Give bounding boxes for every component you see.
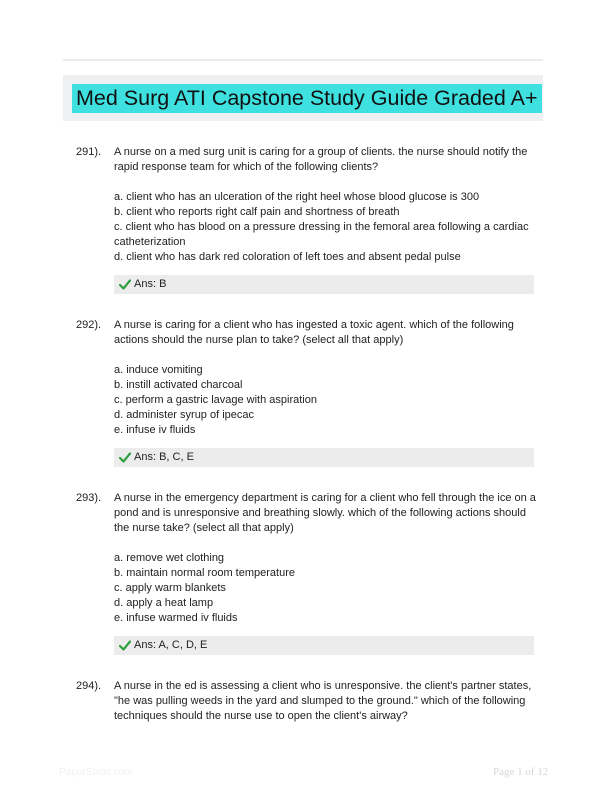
page-number: Page 1 of 12 [493,766,549,778]
option-b: b. maintain normal room temperature [114,567,295,579]
check-icon [119,640,131,651]
question-number: 292). [76,319,102,331]
option-e: e. infuse warmed iv fluids [114,612,238,624]
option-a: a. remove wet clothing [114,552,225,564]
answer-text: Ans: B, C, E [134,451,194,463]
option-d: d. administer syrup of ipecac [114,409,255,421]
question-number: 293). [76,492,102,504]
option-d: d. client who has dark red coloration of left toes and absent pedal pulse [114,251,461,263]
option-c: c. apply warm blankets [114,582,226,594]
title-box [63,75,543,121]
answer-text: Ans: A, C, D, E [134,639,208,651]
question-text: A nurse in the emergency department is caring for a client who fell through the ice on a pond and is unresponsive and breathing slowly. which of the following actions should the nurse take? (select all that apply) [114,492,536,534]
top-rule [63,59,543,61]
question-number: 294). [76,680,102,692]
options-list [114,363,539,438]
options-list [114,551,539,626]
answer-box [114,275,534,294]
options-list [114,190,539,265]
footer-watermark: PaperStatic.com [59,767,133,778]
answer-text: Ans: B [134,278,167,290]
option-a: a. induce vomiting [114,364,203,376]
option-d: d. apply a heat lamp [114,597,214,609]
page-title: Med Surg ATI Capstone Study Guide Graded A+ [72,84,542,113]
answer-box [114,636,534,655]
option-e: e. infuse iv fluids [114,424,196,436]
question-text: A nurse on a med surg unit is caring for a group of clients. the nurse should notify the rapid response team for which of the following clients? [114,146,528,173]
check-icon [119,452,131,463]
option-a: a. client who has an ulceration of the right heel whose blood glucose is 300 [114,191,480,203]
option-c: c. client who has blood on a pressure dressing in the femoral area following a cardiac catheterization [114,221,529,248]
question-text: A nurse in the ed is assessing a client who is unresponsive. the client's partner states, "he was pulling weeds in the yard and slumped to the ground." which of the following techniques should the nurse use to open the client's airway? [114,680,532,722]
check-icon [119,279,131,290]
option-c: c. perform a gastric lavage with aspiration [114,394,317,406]
option-b: b. instill activated charcoal [114,379,243,391]
answer-box [114,448,534,467]
option-b: b. client who reports right calf pain and shortness of breath [114,206,400,218]
question-number: 291). [76,146,102,158]
question-text: A nurse is caring for a client who has ingested a toxic agent. which of the following actions should the nurse plan to take? (select all that apply) [114,319,514,346]
